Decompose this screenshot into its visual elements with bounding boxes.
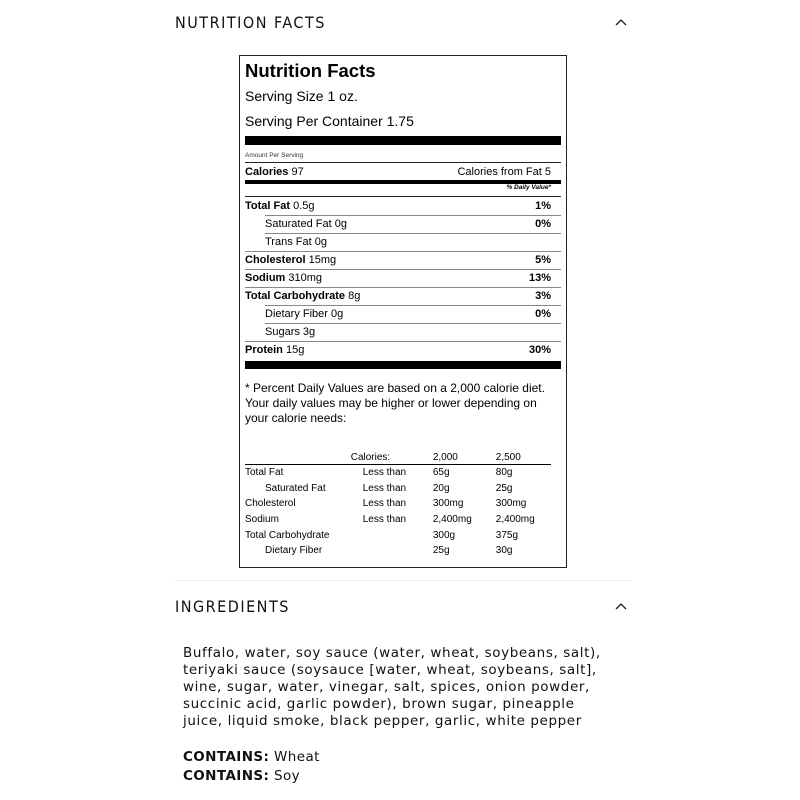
table-header: Calories: 2,000 2,500 [245, 450, 551, 465]
amount-per-serving: Amount Per Serving [245, 152, 304, 159]
nutrition-facts-title: NUTRITION FACTS [175, 12, 326, 32]
nutrition-label [239, 55, 567, 568]
thick-divider [245, 136, 561, 145]
chevron-up-icon[interactable] [610, 11, 632, 33]
serving-size: Serving Size 1 oz. [245, 88, 358, 104]
servings-per-container: Serving Per Container 1.75 [245, 113, 414, 129]
contains-label: CONTAINS: [183, 768, 270, 784]
allergen-value: Soy [274, 768, 301, 784]
nutrient-row: Cholesterol 15mg 5% [245, 252, 561, 270]
nutrient-row: Trans Fat 0g [245, 234, 561, 252]
nutrient-row: Total Carbohydrate 8g 3% [245, 288, 561, 306]
table-row: Total Carbohydrate 300g 375g [245, 529, 519, 541]
nutrient-row: Total Fat 0.5g 1% [245, 198, 561, 216]
nutrient-row: Sugars 3g [245, 324, 561, 342]
table-row: Dietary Fiber 25g 30g [265, 545, 513, 557]
table-row: Cholesterol Less than 300mg 300mg [245, 498, 527, 510]
label-title: Nutrition Facts [245, 60, 376, 81]
contains-label: CONTAINS: [183, 749, 270, 765]
nutrient-row: Protein 15g 30% [245, 344, 551, 356]
ingredients-list: Buffalo, water, soy sauce (water, wheat, soybeans, salt), teriyaki sauce (soysauce [water, wheat, soybeans, salt], wine, sugar, water, vinegar, salt, spices, onion powder, succinic acid, garlic powder), brown sugar, pineapple juice, liquid smoke, black pepper, garlic, white pepper [183, 645, 601, 729]
allergen-value: Wheat [274, 749, 320, 765]
ingredients-title: INGREDIENTS [175, 596, 290, 616]
daily-value-table [245, 450, 551, 559]
allergen-line [183, 749, 320, 765]
nutrient-row: Saturated Fat 0g 0% [245, 216, 561, 234]
chevron-up-icon[interactable] [610, 595, 632, 617]
allergen-line [183, 768, 300, 784]
nutrition-facts-header[interactable] [175, 2, 632, 42]
daily-value-header: % Daily Value* [506, 184, 551, 191]
nutrient-row: Sodium 310mg 13% [245, 270, 561, 288]
calories-label: Calories [245, 166, 289, 178]
divider [245, 196, 561, 197]
calories-from-fat: Calories from Fat 5 [457, 166, 551, 178]
ingredients-header[interactable] [175, 586, 632, 626]
section-divider [175, 580, 632, 581]
calories-value: 97 [291, 166, 304, 178]
table-row: Total Fat Less than 65g 80g [245, 467, 513, 479]
daily-value-footnote: * Percent Daily Values are based on a 2,000 calorie diet. Your daily values may be higher or lower depending on your calorie needs: [245, 381, 545, 425]
table-row: Sodium Less than 2,400mg 2,400mg [245, 514, 535, 526]
thick-divider [245, 361, 561, 369]
divider [245, 162, 561, 163]
table-row: Saturated Fat Less than 20g 25g [265, 482, 513, 494]
nutrient-row: Dietary Fiber 0g 0% [245, 306, 561, 324]
